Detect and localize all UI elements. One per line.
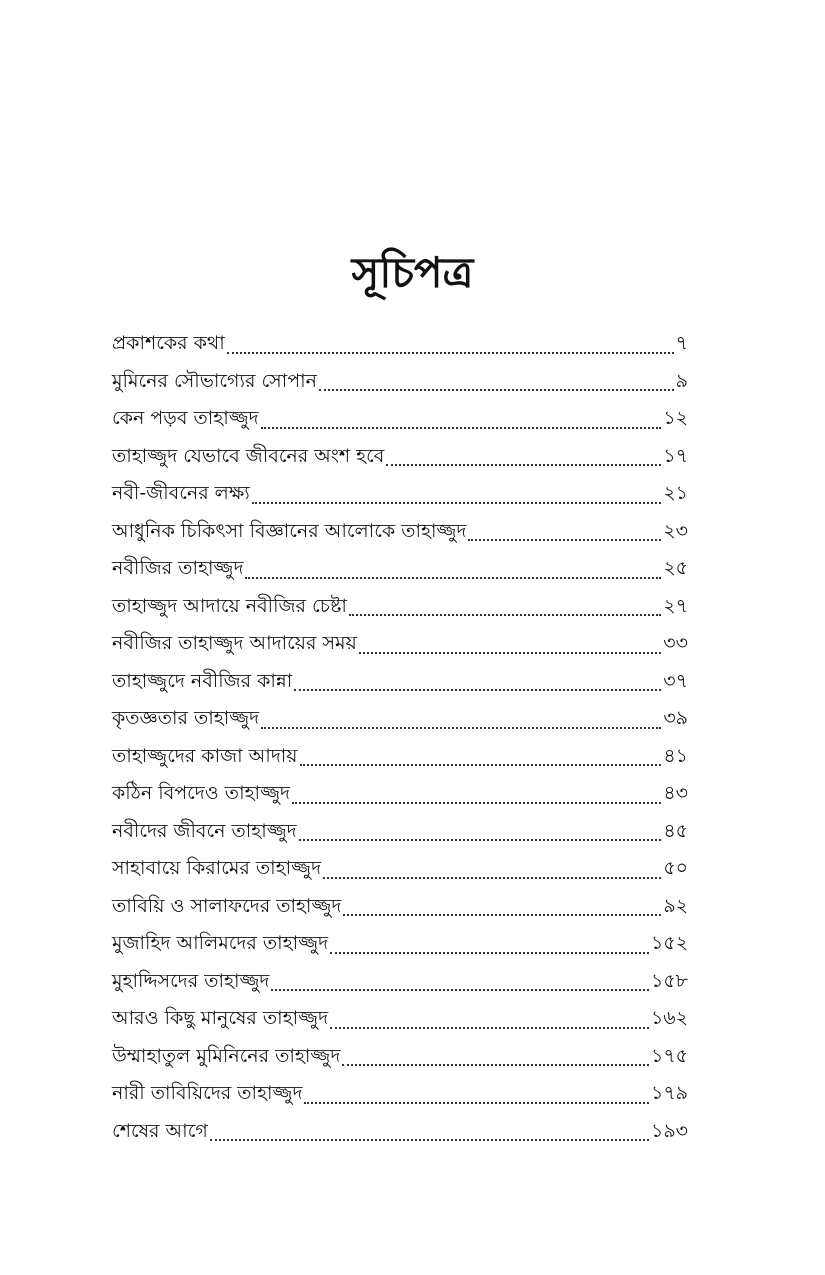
page-title: সূচিপত্র (351, 248, 474, 297)
toc-entry-page-number: ৯২ (663, 894, 688, 917)
toc-entry-page-number: ২৭ (663, 594, 688, 617)
toc-entry-title: কঠিন বিপদেও তাহাজ্জুদ (112, 782, 290, 804)
toc-entry-title: কেন পড়ব তাহাজ্জুদ (112, 407, 259, 429)
toc-dot-leader (343, 914, 661, 916)
toc-entry (112, 1113, 688, 1151)
toc-entry-page-number: ১৭ (663, 444, 688, 467)
toc-dot-leader (210, 1139, 649, 1141)
toc-entry (112, 1075, 688, 1113)
toc-entry-page-number: ১৬২ (650, 1007, 688, 1029)
toc-entry (112, 363, 688, 401)
toc-entry-title: তাহাজ্জুদের কাজা আদায় (112, 744, 298, 767)
toc-entry (112, 775, 688, 813)
toc-entry-title: আধুনিক চিকিৎসা বিজ্ঞানের আলোকে তাহাজ্জুদ (112, 519, 467, 542)
toc-entry (112, 1000, 688, 1038)
toc-entry (112, 625, 688, 663)
toc-dot-leader (359, 652, 662, 654)
toc-dot-leader (349, 614, 661, 616)
toc-entry-title: শেষের আগে (112, 1119, 208, 1142)
toc-entry-title: নবীদের জীবনে তাহাজ্জুদ (112, 819, 297, 842)
toc-entry-page-number: ১৯৩ (650, 1119, 688, 1142)
toc-dot-leader (245, 577, 661, 579)
toc-entry-title: প্রকাশকের কথা (112, 332, 225, 354)
toc-entry (112, 888, 688, 926)
toc-entry-page-number: ১৫২ (650, 932, 688, 954)
toc-dot-leader (227, 352, 674, 354)
toc-dot-leader (386, 464, 661, 466)
toc-entry (112, 550, 688, 588)
toc-entry-title: তাহাজ্জুদ আদায়ে নবীজির চেষ্টা (112, 594, 347, 617)
toc-entry-page-number: ৪১ (663, 744, 688, 767)
toc-entry (112, 850, 688, 888)
toc-entry-page-number: ২৫ (663, 557, 688, 579)
toc-dot-leader (299, 839, 662, 841)
toc-entry (112, 1038, 688, 1076)
toc-entry-title: তাহাজ্জুদে নবীজির কান্না (112, 669, 293, 692)
toc-entry-title: আরও কিছু মানুষের তাহাজ্জুদ (112, 1007, 329, 1029)
toc-dot-leader (261, 727, 661, 729)
toc-entry-page-number: ৪৫ (663, 819, 688, 842)
toc-dot-leader (319, 389, 674, 391)
toc-entry-title: মুহাদ্দিসদের তাহাজ্জুদ (112, 969, 270, 992)
toc-entry (112, 963, 688, 1001)
toc-entry-page-number: ৪৩ (663, 782, 688, 804)
toc-dot-leader (292, 802, 661, 804)
toc-entry (112, 925, 688, 963)
toc-dot-leader (468, 539, 661, 541)
toc-dot-leader (261, 427, 662, 429)
toc-dot-leader (342, 1064, 649, 1066)
toc-entry (112, 813, 688, 851)
toc-entry-page-number: ৫০ (663, 857, 688, 879)
toc-dot-leader (304, 1102, 649, 1104)
toc-entry-title: নবীজির তাহাজ্জুদ (112, 557, 244, 579)
toc-entry-page-number: ৩৩ (663, 632, 688, 654)
table-of-contents (112, 325, 688, 1150)
toc-entry (112, 700, 688, 738)
toc-dot-leader (300, 764, 662, 766)
toc-entry-title: সাহাবায়ে কিরামের তাহাজ্জুদ (112, 857, 322, 879)
toc-entry (112, 400, 688, 438)
toc-entry-title: নবী-জীবনের লক্ষ্য (112, 482, 250, 504)
toc-entry-page-number: ১৫৮ (651, 969, 688, 992)
toc-entry (112, 513, 688, 551)
toc-entry-title: উম্মাহাতুল মুমিনিনের তাহাজ্জুদ (112, 1044, 341, 1067)
toc-entry (112, 438, 688, 476)
toc-entry (112, 738, 688, 776)
toc-entry-page-number: ৯ (675, 369, 688, 392)
toc-entry-title: কৃতজ্ঞতার তাহাজ্জুদ (112, 707, 260, 729)
toc-entry (112, 475, 688, 513)
toc-entry-page-number: ১৭৯ (650, 1082, 688, 1104)
toc-dot-leader (330, 952, 649, 954)
toc-entry-page-number: ২৩ (663, 519, 688, 542)
toc-entry-page-number: ১২ (663, 407, 688, 429)
toc-entry-title: তাহাজ্জুদ যেভাবে জীবনের অংশ হবে (112, 444, 385, 467)
toc-entry (112, 588, 688, 626)
toc-dot-leader (271, 989, 649, 991)
toc-entry-title: তাবিয়ি ও সালাফদের তাহাজ্জুদ (112, 894, 342, 917)
toc-dot-leader (330, 1027, 649, 1029)
toc-entry-title: নারী তাবিয়িদের তাহাজ্জুদ (112, 1082, 303, 1104)
toc-dot-leader (252, 502, 662, 504)
toc-entry-page-number: ৭ (675, 332, 688, 354)
toc-entry-page-number: ১৭৫ (650, 1044, 688, 1067)
toc-dot-leader (323, 877, 661, 879)
toc-entry (112, 663, 688, 701)
toc-dot-leader (294, 689, 661, 691)
toc-entry-title: মুমিনের সৌভাগ্যের সোপান (112, 369, 317, 392)
toc-entry-page-number: ৩৭ (663, 669, 688, 692)
toc-entry-title: নবীজির তাহাজ্জুদ আদায়ের সময় (112, 632, 357, 654)
toc-entry-page-number: ৩৯ (663, 707, 688, 729)
toc-entry (112, 325, 688, 363)
toc-entry-title: মুজাহিদ আলিমদের তাহাজ্জুদ (112, 932, 329, 954)
toc-entry-page-number: ২১ (663, 482, 688, 504)
